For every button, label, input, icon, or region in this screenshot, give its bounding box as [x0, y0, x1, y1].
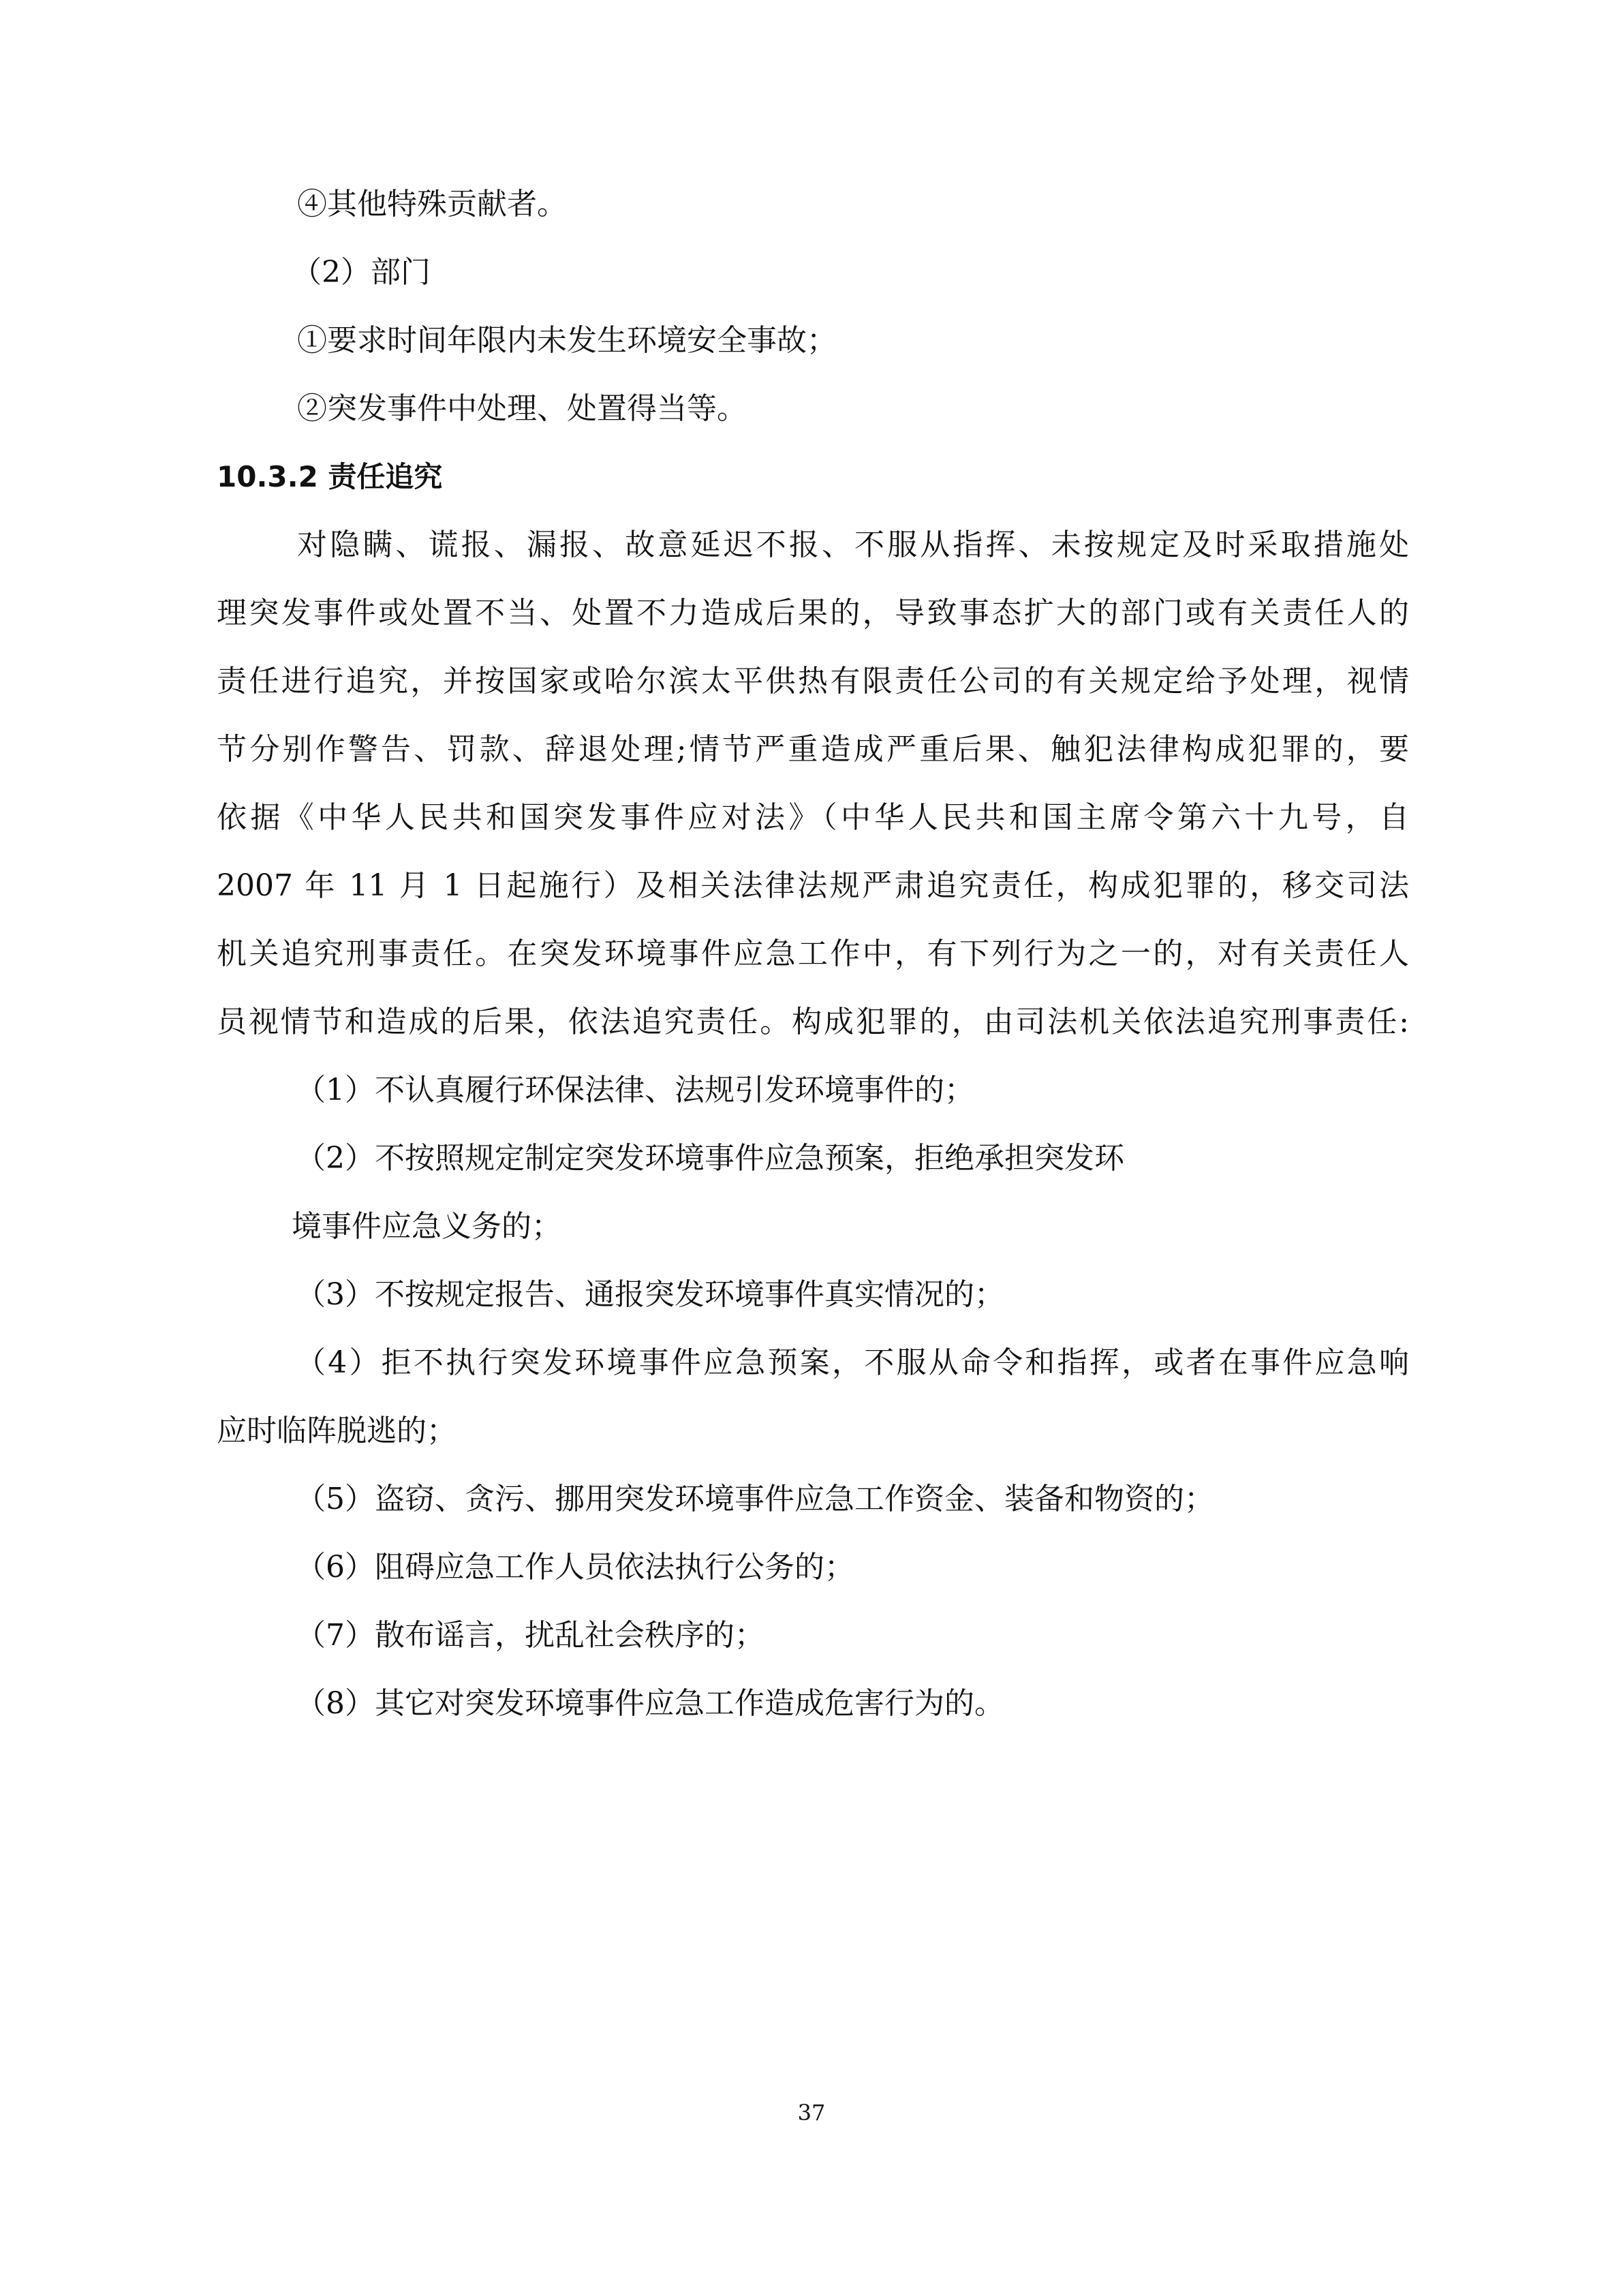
list-item-no-accident: ①要求时间年限内未发生环境安全事故； — [297, 323, 837, 358]
list-item: （3）不按规定报告、通报突发环境事件真实情况的； — [296, 1277, 1004, 1312]
paragraph-line: 2007 年 11 月 1 日起施行）及相关法律法规严肃追究责任，构成犯罪的，移交司法 — [217, 868, 1409, 903]
list-item-continuation: 应时临阵脱逃的； — [217, 1413, 457, 1448]
paragraph-line: 依据《中华人民共和国突发事件应对法》（中华人民共和国主席令第六十九号，自 — [217, 800, 1409, 835]
list-item-other-contributors: ④其他特殊贡献者。 — [297, 187, 567, 221]
page-number: 37 — [797, 2100, 826, 2126]
list-item: （1）不认真履行环保法律、法规引发环境事件的； — [296, 1073, 974, 1107]
list-item: （6）阻碍应急工作人员依法执行公务的； — [296, 1550, 854, 1585]
list-item-proper-handling: ②突发事件中处理、处置得当等。 — [297, 391, 747, 426]
paragraph-line: 节分别作警告、罚款、辞退处理;情节严重造成严重后果、触犯法律构成犯罪的，要 — [217, 732, 1409, 767]
list-item-department: （2）部门 — [292, 255, 431, 290]
paragraph-line: 机关追究刑事责任。在突发环境事件应急工作中，有下列行为之一的，对有关责任人 — [217, 936, 1409, 971]
list-item: （7）散布谣言，扰乱社会秩序的； — [296, 1618, 764, 1653]
list-item: （2）不按照规定制定突发环境事件应急预案，拒绝承担突发环 — [296, 1141, 1124, 1176]
document-body — [217, 170, 1409, 1738]
paragraph-line: 对隐瞒、谎报、漏报、故意延迟不报、不服从指挥、未按规定及时采取措施处 — [297, 527, 1409, 562]
list-item: （4）拒不执行突发环境事件应急预案，不服从命令和指挥，或者在事件应急响 — [296, 1345, 1409, 1380]
paragraph-line: 理突发事件或处置不当、处置不力造成后果的，导致事态扩大的部门或有关责任人的 — [217, 596, 1409, 630]
list-item: （8）其它对突发环境事件应急工作造成危害行为的。 — [296, 1686, 1004, 1721]
paragraph-line: 员视情节和造成的后果，依法追究责任。构成犯罪的，由司法机关依法追究刑事责任: — [217, 1005, 1409, 1039]
section-heading: 10.3.2 责任追究 — [217, 460, 443, 493]
list-item: （5）盗窃、贪污、挪用突发环境事件应急工作资金、装备和物资的； — [296, 1482, 1214, 1516]
list-item-continuation: 境事件应急义务的； — [292, 1209, 561, 1244]
paragraph-line: 责任进行追究，并按国家或哈尔滨太平供热有限责任公司的有关规定给予处理，视情 — [217, 664, 1409, 699]
